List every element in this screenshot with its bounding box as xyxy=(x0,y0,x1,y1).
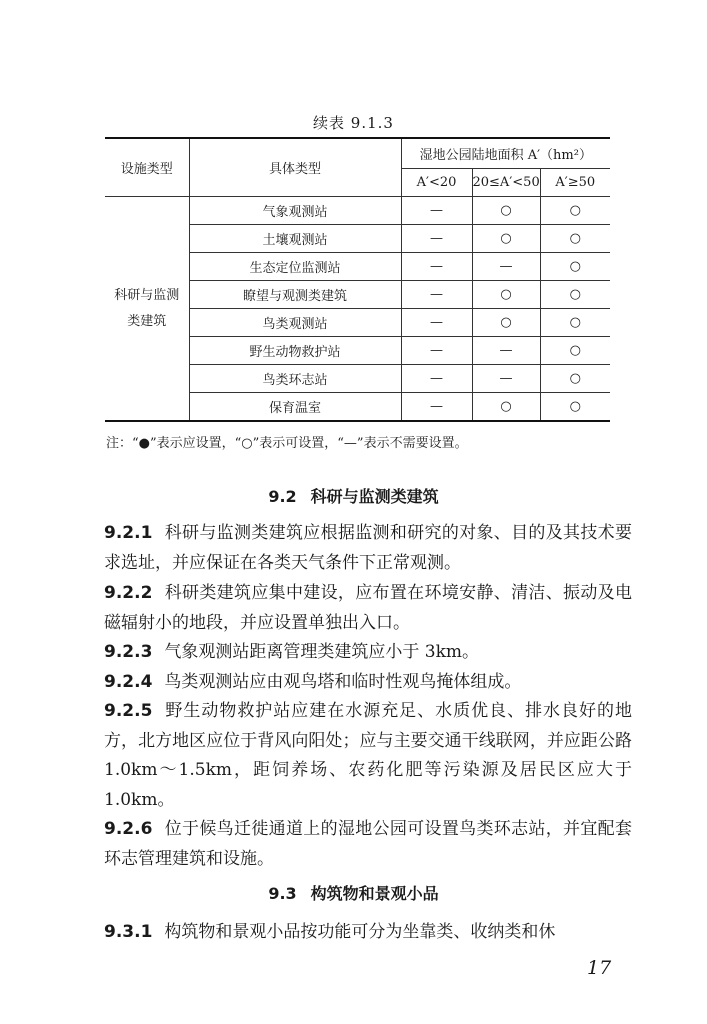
cell-ge50: ○ xyxy=(540,281,610,309)
cell-lt20: — xyxy=(401,281,472,309)
section-number: 9.2 xyxy=(268,487,297,506)
cell-20-50: ○ xyxy=(472,281,540,309)
clause-number: 9.2.1 xyxy=(104,523,153,543)
category-line: 科研与监测 xyxy=(114,287,180,303)
header-area-20-50: 20≤A′<50 xyxy=(472,169,540,197)
cell-lt20: — xyxy=(401,393,472,422)
clause-number: 9.2.2 xyxy=(104,583,153,603)
header-facility-type: 设施类型 xyxy=(105,138,189,197)
cell-lt20: — xyxy=(401,253,472,281)
row-name: 鸟类观测站 xyxy=(189,309,401,337)
clause-number: 9.2.4 xyxy=(104,672,153,692)
row-name: 气象观测站 xyxy=(189,197,401,225)
cell-20-50: — xyxy=(472,253,540,281)
table-row xyxy=(105,197,610,225)
clause-text: 位于候鸟迁徙通道上的湿地公园可设置鸟类环志站，并宜配套环志管理建筑和设施。 xyxy=(104,819,632,869)
cell-20-50: — xyxy=(472,337,540,365)
cell-lt20: — xyxy=(401,309,472,337)
section-heading-9-3 xyxy=(0,881,707,904)
clause-9-2-2 xyxy=(104,579,632,638)
row-name: 土壤观测站 xyxy=(189,225,401,253)
row-name: 野生动物救护站 xyxy=(189,337,401,365)
clause-text: 科研与监测类建筑应根据监测和研究的对象、目的及其技术要求选址，并应保证在各类天气条件下正常观测。 xyxy=(104,523,632,573)
clause-text: 科研类建筑应集中建设，应布置在环境安静、清洁、振动及电磁辐射小的地段，并应设置单独出入口。 xyxy=(104,583,632,633)
header-area-ge50: A′≥50 xyxy=(540,169,610,197)
clause-number: 9.2.5 xyxy=(104,701,153,721)
facility-table xyxy=(105,137,610,422)
table-note: 注：“●”表示应设置，“○”表示可设置，“—”表示不需要设置。 xyxy=(106,436,468,451)
cell-20-50: ○ xyxy=(472,197,540,225)
cell-20-50: ○ xyxy=(472,225,540,253)
row-name: 鸟类环志站 xyxy=(189,365,401,393)
section-title: 构筑物和景观小品 xyxy=(310,884,439,903)
cell-20-50: ○ xyxy=(472,309,540,337)
clause-text: 构筑物和景观小品按功能可分为坐靠类、收纳类和休 xyxy=(164,922,556,942)
category-line: 类建筑 xyxy=(127,313,167,329)
clause-9-2-3 xyxy=(104,638,632,668)
page-number: 17 xyxy=(587,957,612,979)
cell-ge50: ○ xyxy=(540,337,610,365)
cell-ge50: ○ xyxy=(540,365,610,393)
cell-lt20: — xyxy=(401,337,472,365)
clause-text: 野生动物救护站应建在水源充足、水质优良、排水良好的地方，北方地区应位于背风向阳处；应与主要交通干线联网，并应距公路 1.0km～1.5km，距饲养场、农药化肥等污染源及居民区应大于 1.0km。 xyxy=(104,701,632,810)
section-number: 9.3 xyxy=(268,884,297,903)
clause-text: 气象观测站距离管理类建筑应小于 3km。 xyxy=(164,642,480,662)
cell-20-50: ○ xyxy=(472,393,540,422)
cell-ge50: ○ xyxy=(540,393,610,422)
clause-number: 9.2.6 xyxy=(104,819,153,839)
section-heading-9-2 xyxy=(0,484,707,507)
cell-lt20: — xyxy=(401,365,472,393)
header-specific-type: 具体类型 xyxy=(189,138,401,197)
cell-ge50: ○ xyxy=(540,309,610,337)
clause-9-2-1 xyxy=(104,519,632,578)
cell-20-50: — xyxy=(472,365,540,393)
clause-9-3-1 xyxy=(104,918,632,948)
clause-9-2-6 xyxy=(104,815,632,874)
category-cell xyxy=(105,197,189,422)
header-area-group: 湿地公园陆地面积 A′（hm²） xyxy=(401,138,610,169)
cell-ge50: ○ xyxy=(540,225,610,253)
clause-text: 鸟类观测站应由观鸟塔和临时性观鸟掩体组成。 xyxy=(164,672,522,692)
clause-number: 9.3.1 xyxy=(104,922,153,942)
row-name: 瞭望与观测类建筑 xyxy=(189,281,401,309)
cell-ge50: ○ xyxy=(540,253,610,281)
row-name: 生态定位监测站 xyxy=(189,253,401,281)
cell-lt20: — xyxy=(401,197,472,225)
cell-lt20: — xyxy=(401,225,472,253)
table-caption: 续表 9.1.3 xyxy=(313,114,394,132)
header-area-lt20: A′<20 xyxy=(401,169,472,197)
row-name: 保育温室 xyxy=(189,393,401,422)
clause-9-2-5 xyxy=(104,697,632,815)
section-title: 科研与监测类建筑 xyxy=(310,487,439,506)
clause-9-2-4 xyxy=(104,668,632,698)
clause-number: 9.2.3 xyxy=(104,642,153,662)
cell-ge50: ○ xyxy=(540,197,610,225)
